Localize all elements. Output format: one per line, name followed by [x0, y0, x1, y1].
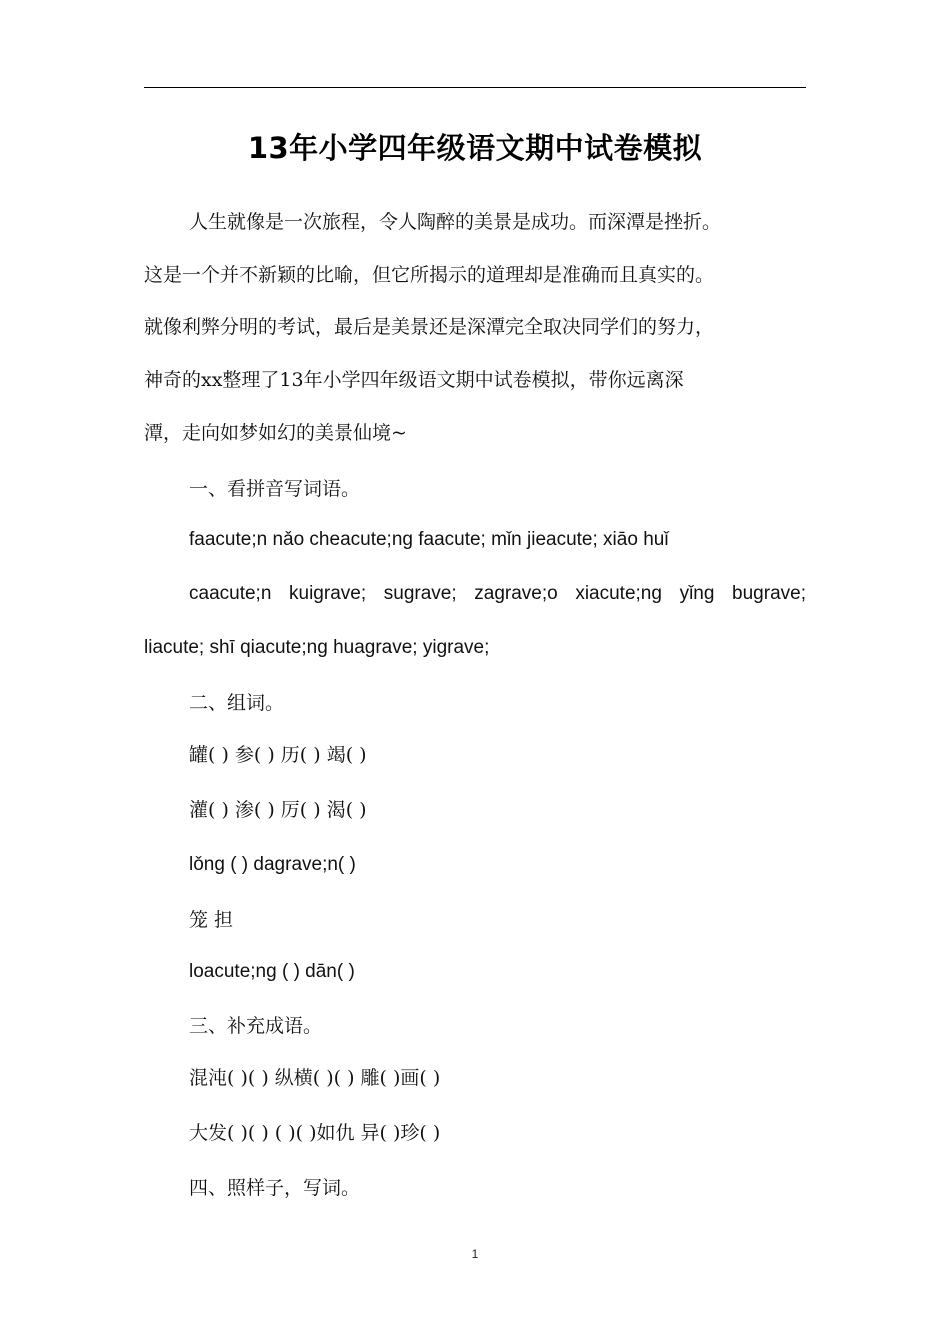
idiom-line-2: 大发( )( ) ( )( )如仇 异( )珍( )	[189, 1122, 441, 1144]
page-number: 1	[471, 1247, 479, 1261]
pinyin-line-3: liacute; shī qiacute;ng huagrave; yigrave;	[144, 637, 490, 658]
intro-line-1: 人生就像是一次旅程，令人陶醉的美景是成功。而深潭是挫折。	[189, 211, 722, 233]
intro-line-2: 这是一个并不新颖的比喻，但它所揭示的道理却是准确而且真实的。	[144, 264, 715, 286]
word-group-line-1: 罐( ) 参( ) 历( ) 竭( )	[189, 744, 367, 766]
header-rule	[144, 87, 806, 88]
pinyin-line-2: caacute;n kuigrave; sugrave; zagrave;o xiacute;ng yǐng bugrave;	[189, 583, 806, 604]
intro-line-5: 潭，走向如梦如幻的美景仙境~	[144, 422, 407, 444]
word-group-pinyin-2: loacute;ng ( ) dān( )	[189, 961, 355, 982]
section-4-heading: 四、照样子，写词。	[189, 1177, 361, 1199]
section-1-heading: 一、看拼音写词语。	[189, 478, 361, 500]
intro-line-4: 神奇的xx整理了13年小学四年级语文期中试卷模拟，带你远离深	[144, 369, 684, 391]
word-group-line-2: 灌( ) 渗( ) 厉( ) 渴( )	[189, 799, 367, 821]
page-title: 13年小学四年级语文期中试卷模拟	[247, 131, 703, 165]
section-3-heading: 三、补充成语。	[189, 1015, 323, 1037]
idiom-line-1: 混沌( )( ) 纵横( )( ) 雕( )画( )	[189, 1067, 441, 1089]
pinyin-line-1: faacute;n nǎo cheacute;ng faacute; mǐn jieacute; xiāo huǐ	[189, 529, 669, 550]
intro-line-3: 就像利弊分明的考试，最后是美景还是深潭完全取决同学们的努力，	[144, 316, 715, 338]
word-group-pinyin-1: lǒng ( ) dagrave;n( )	[189, 854, 356, 875]
word-group-chars: 笼 担	[189, 909, 234, 931]
section-2-heading: 二、组词。	[189, 692, 285, 714]
